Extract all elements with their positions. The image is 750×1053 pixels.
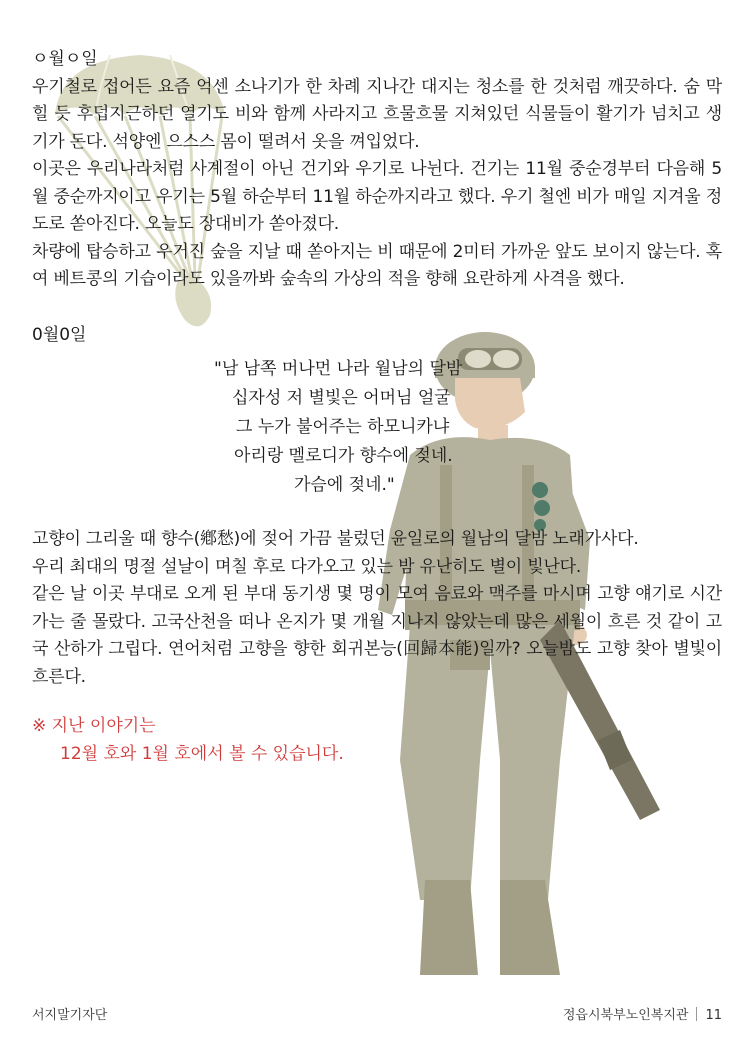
article-body: [32, 46, 722, 768]
lyric-line: "남 남쪽 머나먼 나라 월남의 달밤: [214, 359, 463, 379]
lyric-line: 그 누가 불어주는 하모니카냐: [236, 417, 450, 437]
lyric-line: 아리랑 멜로디가 향수에 젖네.: [234, 446, 453, 466]
footer-divider: [696, 1007, 697, 1021]
footer-org: 정읍시북부노인복지관: [562, 1008, 689, 1023]
lyric-line: 가슴에 젖네.": [294, 475, 395, 495]
page-number: 11: [705, 1008, 722, 1023]
note-line-2: 12월 호와 1월 호에서 볼 수 있습니다.: [60, 743, 344, 764]
paragraph-6: 같은 날 이곳 부대로 오게 된 부대 동기생 몇 명이 모여 음료와 맥주를 마시며 고향 얘기로 시간가는 줄 몰랐다. 고국산천을 떠나 온지가 몇 개월 지나지 않았는데 많은 세월이 흐른 것 같이 고국 산하가 그립다. 연어처럼 고향을 향한 회귀본능(回歸本能)일까? 오늘밤도 고향 찾아 별빛이 흐른다.: [32, 584, 722, 687]
previous-issues-note: [32, 713, 722, 768]
footer-publisher: [563, 1004, 722, 1023]
paragraph-1: 우기철로 접어든 요즘 억센 소나기가 한 차례 지나간 대지는 청소를 한 것처럼 깨끗하다. 숨 막힐 듯 후덥지근하던 열기도 비와 함께 사라지고 흐물흐물 지쳐있던 식물들이 활기가 넘치고 생기가 돈다. 석양엔 으스스 몸이 떨려서 옷을 껴입었다.: [32, 76, 722, 152]
lyric-line: 십자성 저 별빛은 어머님 얼굴: [232, 388, 451, 408]
song-lyrics: [32, 355, 722, 500]
paragraph-4: 고향이 그리울 때 향수(鄕愁)에 젖어 가끔 불렀던 윤일로의 월남의 달밤 노래가사다.: [32, 529, 639, 549]
paragraph-5: 우리 최대의 명절 설날이 며칠 후로 다가오고 있는 밤 유난히도 별이 빛난다.: [32, 556, 582, 577]
note-line-1: ※ 지난 이야기는: [32, 716, 156, 736]
entry-date-1: ㅇ월ㅇ일: [32, 49, 98, 69]
footer-reporter-group: 서지말기자단: [32, 1008, 108, 1023]
paragraph-2: 이곳은 우리나라처럼 사계절이 아닌 건기와 우기로 나뉜다. 건기는 11월 중순경부터 다음해 5월 중순까지이고 우기는 5월 하순부터 11월 하순까지라고 했다. 우기 철엔 비가 매일 지겨울 정도로 쏟아진다. 오늘도 장대비가 쏟아졌다.: [32, 159, 722, 234]
entry-date-2: 0월0일: [32, 324, 87, 345]
paragraph-3: 차량에 탑승하고 우거진 숲을 지날 때 쏟아지는 비 때문에 2미터 가까운 앞도 보이지 않는다. 혹여 베트콩의 기습이라도 있을까봐 숲속의 가상의 적을 향해 요란하게 사격을 했다.: [32, 241, 722, 289]
